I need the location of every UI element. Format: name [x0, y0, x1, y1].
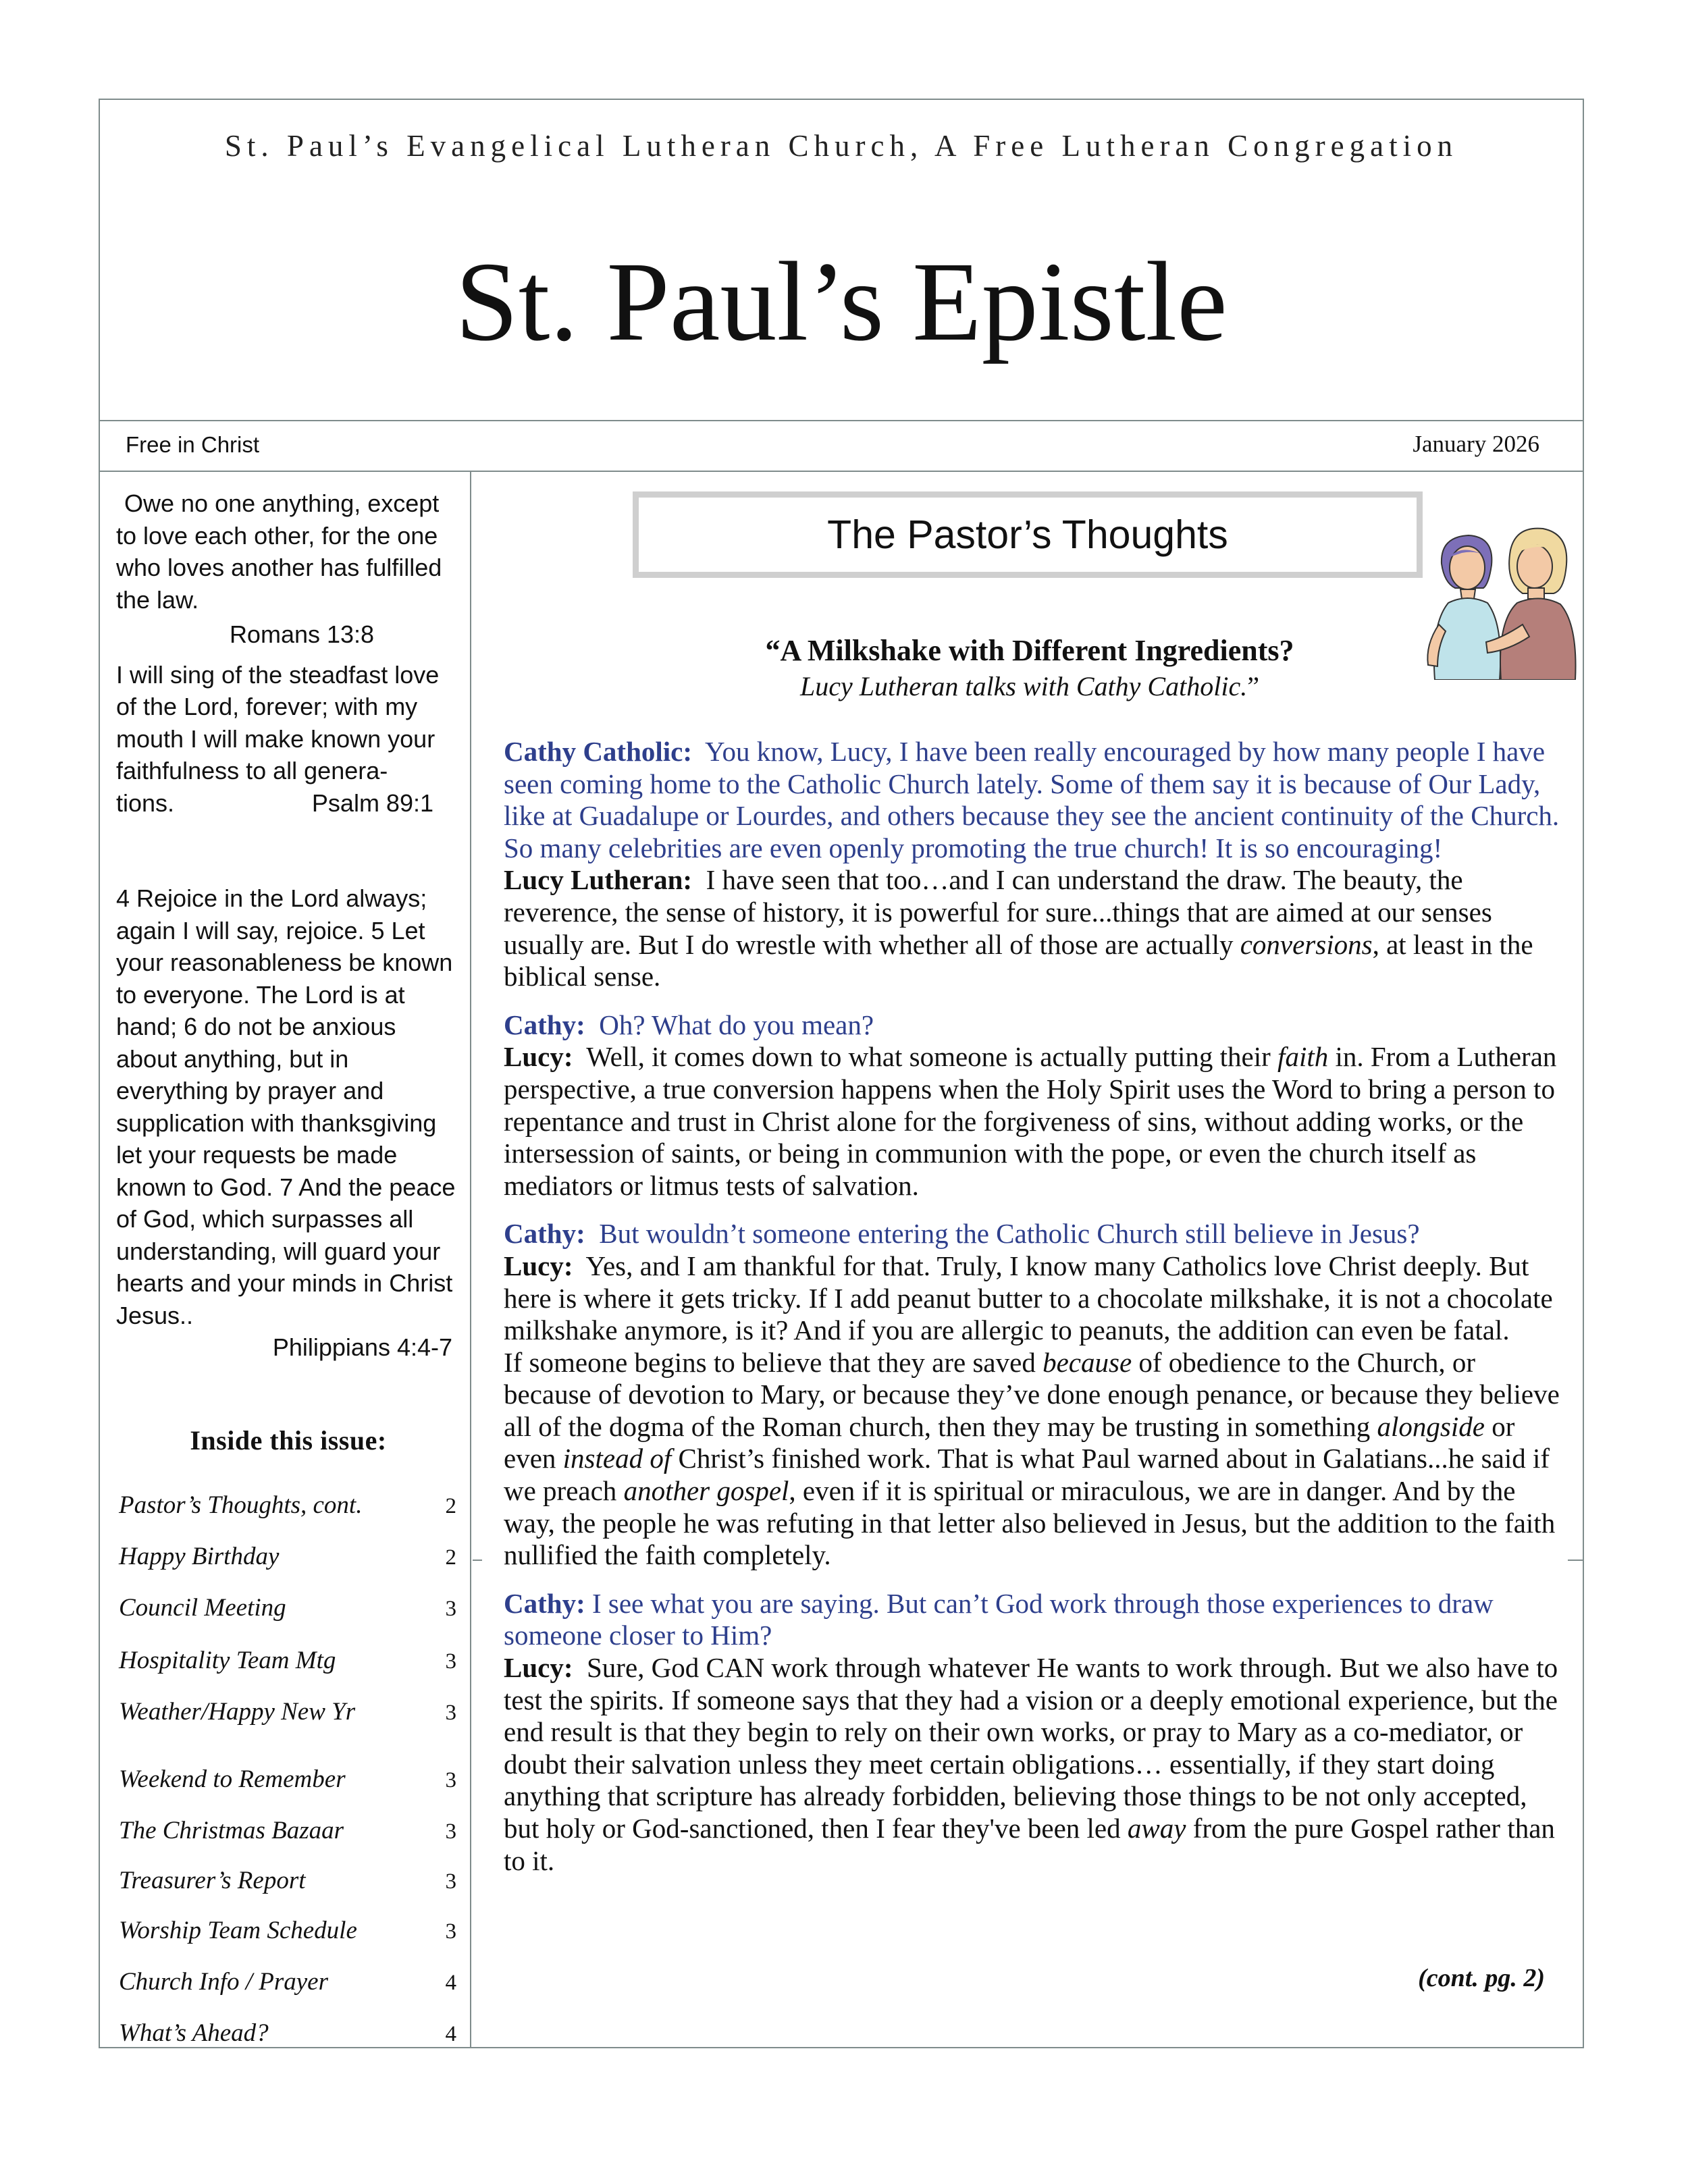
verse-psalm-end [116, 787, 460, 820]
paragraph-lucy-3b [504, 1347, 1569, 1572]
lucy-3b-text-a: If someone begins to believe that they are saved [504, 1346, 1036, 1378]
toc-item-title: The Christmas Bazaar [119, 1817, 344, 1844]
toc-item [119, 1866, 462, 1895]
speaker-cathy-3: Cathy: [504, 1218, 585, 1250]
verse-psalm-tail: tions. [116, 789, 175, 817]
article-subline-italic: Lucy Lutheran talks with Cathy Catholic. [800, 671, 1248, 701]
toc-item-page: 2 [445, 1545, 456, 1570]
toc-item-page: 3 [445, 1649, 456, 1674]
header-divider [99, 420, 1584, 421]
toc-item-title: Treasurer’s Report [119, 1867, 306, 1894]
toc-item [119, 1967, 462, 1996]
article-headline: “A Milkshake with Different Ingredients? [765, 634, 1294, 667]
lucy-2-emphasis: faith [1277, 1041, 1329, 1073]
toc-item [119, 1593, 462, 1622]
speaker-cathy-4: Cathy: [504, 1587, 585, 1619]
toc-item [119, 1916, 462, 1945]
paragraph-lucy-3 [504, 1250, 1569, 1347]
toc-item-page: 3 [445, 1768, 456, 1792]
lucy-3b-text-b: of obedience to the Church, or because of devotion to Mary, or because they’ve done enough penance, or because they believe all of the dogma of the Roman church, then they may be trusting in something [504, 1346, 1560, 1442]
lucy-3b-em-because: because [1043, 1346, 1132, 1378]
paragraph-cathy-2 [504, 1009, 1569, 1042]
lucy-4-text-b: from the pure Gospel rather than to it. [504, 1813, 1555, 1876]
lucy-2-text-b: in. From a Lutheran perspective, a true conversion happens when the Holy Spirit uses the Word to bring a person to repentance and trust in Christ alone for the forgiveness of sins, without adding works, or the intersession of saints, or being in communion with the pope, or even the church itself as mediators or litmus tests of salvation. [504, 1041, 1557, 1201]
toc-item-title: What’s Ahead? [119, 2019, 269, 2047]
verse-romans-ref: Romans 13:8 [229, 620, 375, 648]
toc-item-page: 2 [445, 1494, 456, 1518]
lucy-3-text: Yes, and I am thankful for that. Truly, I know many Catholics love Christ deeply. But here is where it gets tricky. If I add peanut butter to a chocolate milkshake, it is not a chocolate milkshake anymore, is it? And if you are allergic to peanuts, the addition can even be fatal. [504, 1250, 1553, 1346]
paragraph-cathy-4 [504, 1588, 1569, 1652]
pastors-thoughts-banner [633, 491, 1423, 578]
toc-item-title: Weekend to Remember [119, 1765, 346, 1793]
paragraph-lucy-4 [504, 1652, 1569, 1877]
speaker-lucy-lutheran: Lucy Lutheran: [504, 864, 693, 896]
toc-item [119, 1646, 462, 1675]
toc-item-title: Pastor’s Thoughts, cont. [119, 1491, 363, 1519]
table-of-contents [119, 1491, 462, 2051]
toc-title: Inside this issue: [190, 1425, 387, 1456]
subheader-divider [99, 471, 1584, 472]
speaker-cathy-2: Cathy: [504, 1009, 585, 1040]
toc-item-title: Council Meeting [119, 1594, 286, 1622]
toc-item [119, 1491, 462, 1520]
article-subline-quote: ” [1247, 671, 1259, 701]
toc-item [119, 1765, 462, 1794]
pastors-thoughts-title: The Pastor’s Thoughts [827, 512, 1228, 557]
verse-psalm: I will sing of the steadfast love of the Lord, forever; with my mouth I will make known your faithfulness to all genera- [116, 660, 440, 784]
lucy-3b-text-e: , even if it is spiritual or miraculous, we are in danger. And by the way, the people he was refuting in that letter also believed in Jesus, but the addition to the faith nullified the faith completely. [504, 1475, 1556, 1571]
toc-item [119, 1697, 462, 1726]
lucy-4-emphasis: away [1127, 1813, 1186, 1844]
toc-item-page: 3 [445, 1597, 456, 1621]
speaker-lucy-3: Lucy: [504, 1250, 573, 1281]
lucy-3b-text-c: or even [504, 1410, 1515, 1474]
toc-item [119, 1816, 462, 1845]
toc-item-title: Happy Birthday [119, 1543, 280, 1570]
toc-item-page: 4 [445, 2022, 456, 2046]
paragraph-lucy-2 [504, 1041, 1569, 1202]
paragraph-cathy-3 [504, 1218, 1569, 1250]
church-tagline: St. Paul’s Evangelical Lutheran Church, A Free Lutheran Congregation [224, 129, 1458, 163]
toc-item-page: 3 [445, 1919, 456, 1944]
toc-item-title: Worship Team Schedule [119, 1917, 357, 1944]
lucy-2-text-a: Well, it comes down to what someone is actually putting their [586, 1041, 1271, 1073]
verse-psalm-ref: Psalm 89:1 [311, 789, 433, 817]
lucy-3b-text-d: Christ’s finished work. That is what Paul warned about in Galatians...he said if we preach [504, 1443, 1550, 1507]
toc-item-page: 3 [445, 1819, 456, 1844]
margin-tick-left [473, 1560, 482, 1561]
continued-note: (cont. pg. 2) [1418, 1964, 1545, 1992]
lucy-1-emphasis: conversions [1240, 928, 1373, 960]
cathy-3-text: But wouldn’t someone entering the Catholic Church still believe in Jesus? [599, 1218, 1420, 1250]
verse-philippians: 4 Rejoice in the Lord always; again I will say, rejoice. 5 Let your reasonableness be known to everyone. The Lord is at hand; 6 do not be anxious about anything, but in everything by prayer and supplication with thanksgiving let your requests be made known to God. 7 And the peace of God, which surpasses all understanding, will guard your hearts and your minds in Christ Jesus.. [116, 884, 456, 1329]
newsletter-title: St. Paul’s Epistle [455, 239, 1228, 365]
speaker-lucy-2: Lucy: [504, 1041, 573, 1073]
motto: Free in Christ [126, 432, 260, 457]
verse-philippians-ref: Philippians 4:4-7 [272, 1333, 452, 1361]
article-body [504, 736, 1569, 1877]
verse-romans: Owe no one anything, except to love each other, for the one who loves another has fulfilled the law. [116, 489, 442, 614]
issue-date: January 2026 [1413, 431, 1539, 457]
toc-item [119, 1542, 462, 1571]
two-women-talking-illustration [1421, 523, 1578, 680]
lucy-1-text-a: I have seen that too…and I can understand the draw. The beauty, the reverence, the sense of history, it is powerful for sure...things that are aimed at our senses usually are. But I do wrestle with whether all of those are actually [504, 864, 1492, 960]
margin-tick-right [1568, 1560, 1584, 1561]
column-divider [470, 471, 471, 2048]
cathy-4-text: I see what you are saying. But can’t God work through those experiences to draw someone closer to Him? [504, 1587, 1494, 1651]
lucy-1-text-b: , at least in the biblical sense. [504, 928, 1533, 992]
toc-item-title: Church Info / Prayer [119, 1968, 329, 1996]
article-subline [635, 670, 1425, 702]
lucy-3b-em-gospel: another gospel [623, 1475, 789, 1507]
cathy-2-text: Oh? What do you mean? [599, 1009, 874, 1040]
lucy-3b-em-instead: instead of [562, 1443, 672, 1474]
toc-item-page: 4 [445, 1971, 456, 1995]
speaker-cathy-catholic: Cathy Catholic: [504, 736, 693, 767]
cathy-1-text: You know, Lucy, I have been really encouraged by how many people I have seen coming home to the Catholic Church lately. Some of them say it is because of Our Lady, like at Guadalupe or Lourdes, and others because they see the ancient continuity of the Church. So many celebrities are even openly promoting the true church! It is so encouraging! [504, 736, 1560, 863]
sidebar [116, 487, 460, 1364]
toc-item-page: 3 [445, 1701, 456, 1725]
lucy-3b-em-alongside: alongside [1377, 1410, 1485, 1442]
paragraph-cathy-1 [504, 736, 1569, 864]
toc-item [119, 2019, 462, 2048]
toc-item-title: Hospitality Team Mtg [119, 1647, 336, 1674]
paragraph-lucy-1 [504, 864, 1569, 992]
toc-item-title: Weather/Happy New Yr [119, 1698, 356, 1726]
toc-item-page: 3 [445, 1869, 456, 1894]
speaker-lucy-4: Lucy: [504, 1652, 573, 1684]
lucy-4-text-a: Sure, God CAN work through whatever He wants to work through. But we also have to test the spirits. If someone says that they had a vision or a deeply emotional experience, but the end result is that they begin to rely on their own works, or pray to Mary as a co-mediator, or doubt their salvation unless they meet certain obligations… essentially, if they start doing anything that scripture has already forbidden, believing those things to be not only accepted, but holy or God-sanctioned, then I fear they've been led [504, 1652, 1558, 1844]
